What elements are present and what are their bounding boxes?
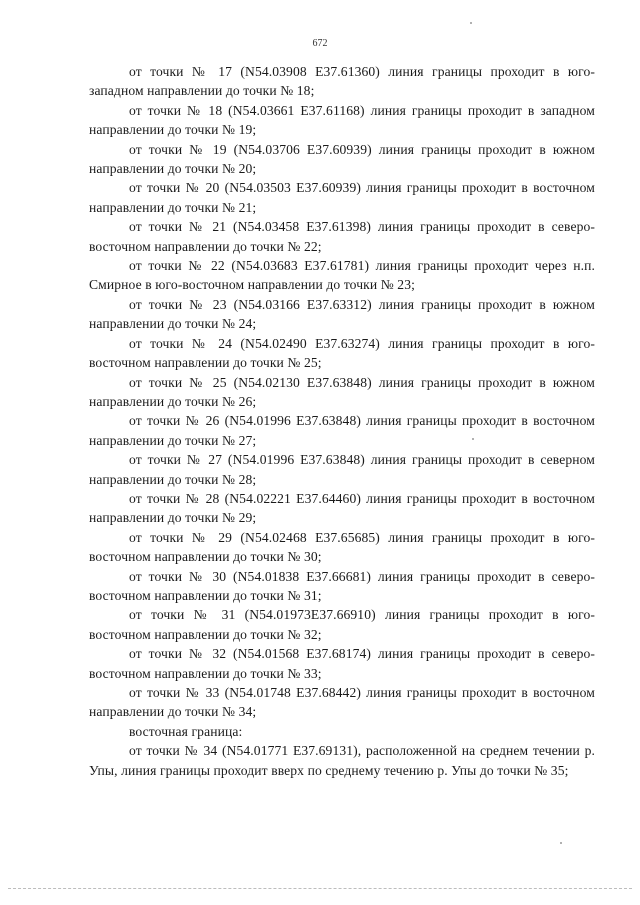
scan-speck [470, 22, 472, 24]
paragraph: от точки № 25 (N54.02130 E37.63848) линия границы проходит в южном направлении до точки № 26; [89, 374, 595, 409]
section-heading-east-boundary: восточная граница: [129, 723, 243, 739]
paragraph: от точки № 28 (N54.02221 E37.64460) линия границы проходит в восточном направлении до точки № 29; [89, 490, 595, 526]
scan-speck [472, 438, 474, 440]
scan-speck [560, 842, 562, 844]
paragraph: от точки № 27 (N54.01996 E37.63848) линия границы проходит в северном направлении до точки № 28; [89, 452, 595, 487]
paragraph: от точки № 23 (N54.03166 E37.63312) линия границы проходит в южном направлении до точки № 24; [89, 296, 595, 332]
page-number: 672 [312, 38, 328, 49]
paragraph: от точки № 21 (N54.03458 E37.61398) линия границы проходит в северо-восточном направлении до точки № 22; [89, 219, 595, 254]
paragraph: от точки № 34 (N54.01771 E37.69131), расположенной на среднем течении р. Упы, линия границы проходит вверх по среднему течению р. Упы до точки № 35; [89, 743, 595, 778]
paragraph: от точки № 24 (N54.02490 E37.63274) линия границы проходит в юго-восточном направлении до точки № 25; [89, 335, 595, 371]
paragraph: от точки № 26 (N54.01996 E37.63848) линия границы проходит в восточном направлении до точки № 27; [89, 413, 595, 448]
paragraph: от точки № 32 (N54.01568 E37.68174) линия границы проходит в северо-восточном направлении до точки № 33; [89, 646, 595, 681]
paragraph: от точки № 30 (N54.01838 E37.66681) линия границы проходит в северо-восточном направлении до точки № 31; [89, 568, 595, 603]
paragraph: от точки № 33 (N54.01748 E37.68442) линия границы проходит в восточном направлении до точки № 34; [89, 685, 595, 720]
paragraph: от точки № 19 (N54.03706 E37.60939) линия границы проходит в южном направлении до точки № 20; [89, 141, 595, 177]
paragraph: от точки № 29 (N54.02468 E37.65685) линия границы проходит в юго-восточном направлении до точки № 30; [89, 529, 595, 565]
paragraph: от точки № 17 (N54.03908 E37.61360) линия границы проходит в юго-западном направлении до точки № 18; [89, 64, 595, 99]
paragraph: от точки № 22 (N54.03683 E37.61781) линия границы проходит через н.п. Смирное в юго-восточном направлении до точки № 23; [89, 258, 595, 293]
scan-edge-line [8, 888, 632, 889]
paragraph: от точки № 31 (N54.01973E37.66910) линия границы проходит в юго-восточном направлении до точки № 32; [89, 607, 595, 642]
document-body [89, 62, 595, 780]
paragraph: от точки № 20 (N54.03503 E37.60939) линия границы проходит в восточном направлении до точки № 21; [89, 180, 595, 215]
paragraph: от точки № 18 (N54.03661 E37.61168) линия границы проходит в западном направлении до точки № 19; [89, 102, 595, 138]
